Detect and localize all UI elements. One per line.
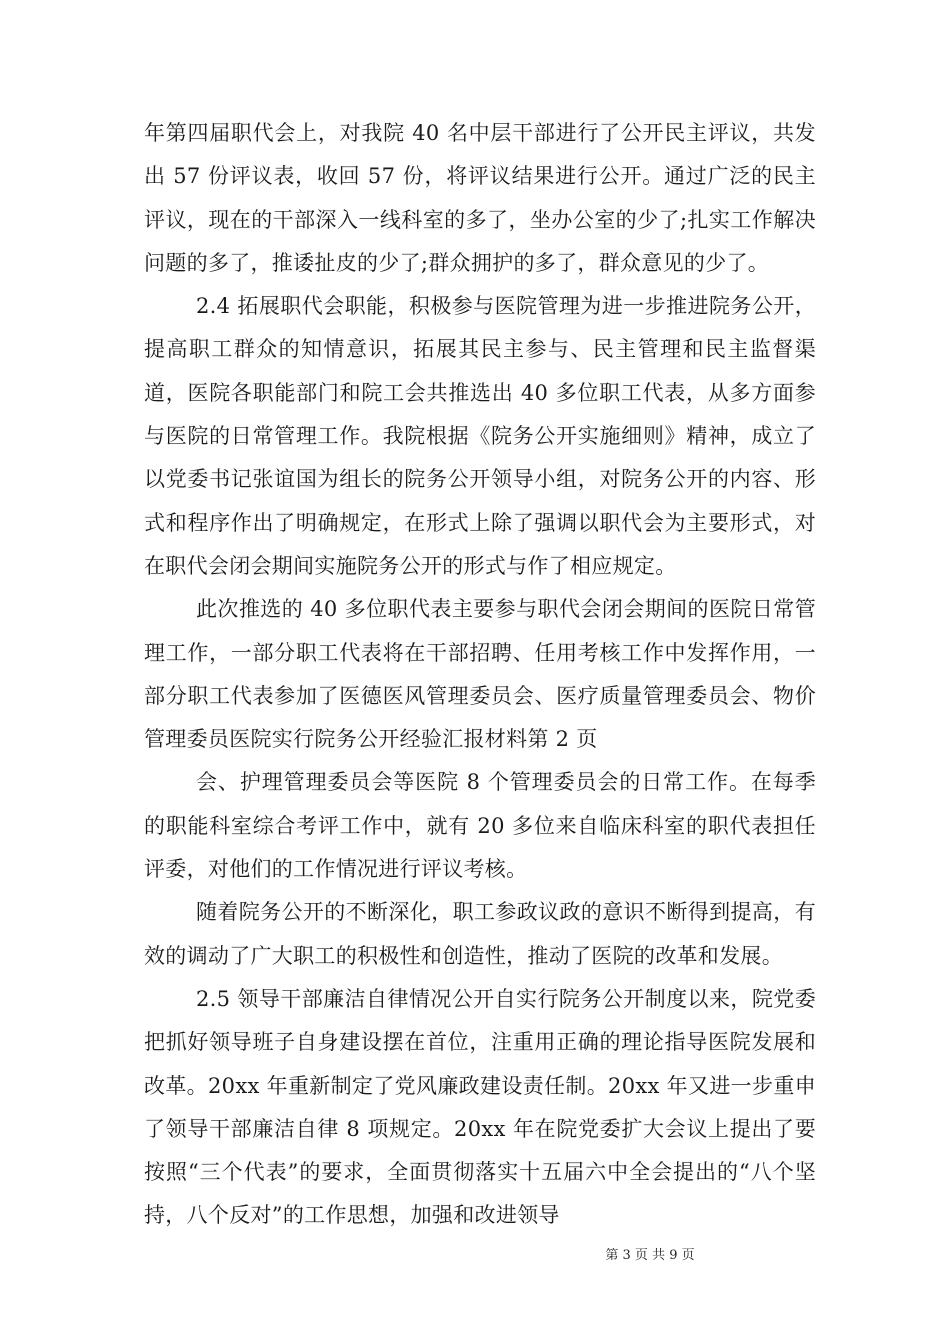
- paragraph-6: 2.5 领导干部廉洁自律情况公开自实行院务公开制度以来，院党委把抓好领导班子自身建设摆在首位，注重用正确的理论指导医院发展和改革。20xx 年重新制定了党风廉政建设责任制。20xx 年又进一步重申了领导干部廉洁自律 8 项规定。20xx 年在院党委扩大会议上提出了要按照“三个代表”的要求，全面贯彻落实十五届六中全会提出的“八个坚持，八个反对”的工作思想，加强和改进领导: [144, 986, 816, 1228]
- document-body: [144, 112, 816, 1238]
- paragraph-3: 此次推选的 40 多位职代表主要参与职代会闭会期间的医院日常管理工作，一部分职工代表将在干部招聘、任用考核工作中发挥作用，一部分职工代表参加了医德医风管理委员会、医疗质量管理委员会、物价管理委员医院实行院务公开经验汇报材料第 2 页: [144, 597, 816, 752]
- paragraph-2: 2.4 拓展职代会职能，积极参与医院管理为进一步推进院务公开，提高职工群众的知情意识，拓展其民主参与、民主管理和民主监督渠道，医院各职能部门和院工会共推选出 40 多位职工代表，从多方面参与医院的日常管理工作。我院根据《院务公开实施细则》精神，成立了以党委书记张谊国为组长的院务公开领导小组，对院务公开的内容、形式和程序作出了明确规定，在形式上除了强调以职代会为主要形式，对在职代会闭会期间实施院务公开的形式与作了相应规定。: [144, 294, 816, 578]
- paragraph-5: 随着院务公开的不断深化，职工参政议政的意识不断得到提高，有效的调动了广大职工的积极性和创造性，推动了医院的改革和发展。: [144, 900, 816, 968]
- paragraph-1: 年第四届职代会上，对我院 40 名中层干部进行了公开民主评议，共发出 57 份评议表，收回 57 份，将评议结果进行公开。通过广泛的民主评议，现在的干部深入一线科室的多了，坐办公室的少了;扎实工作解决问题的多了，推诿扯皮的少了;群众拥护的多了，群众意见的少了。: [144, 121, 816, 275]
- page-number: 第 3 页 共 9 页: [605, 1248, 695, 1263]
- paragraph-4: 会、护理管理委员会等医院 8 个管理委员会的日常工作。在每季的职能科室综合考评工作中，就有 20 多位来自临床科室的职代表担任评委，对他们的工作情况进行评议考核。: [144, 770, 816, 882]
- page-footer: [0, 1244, 950, 1263]
